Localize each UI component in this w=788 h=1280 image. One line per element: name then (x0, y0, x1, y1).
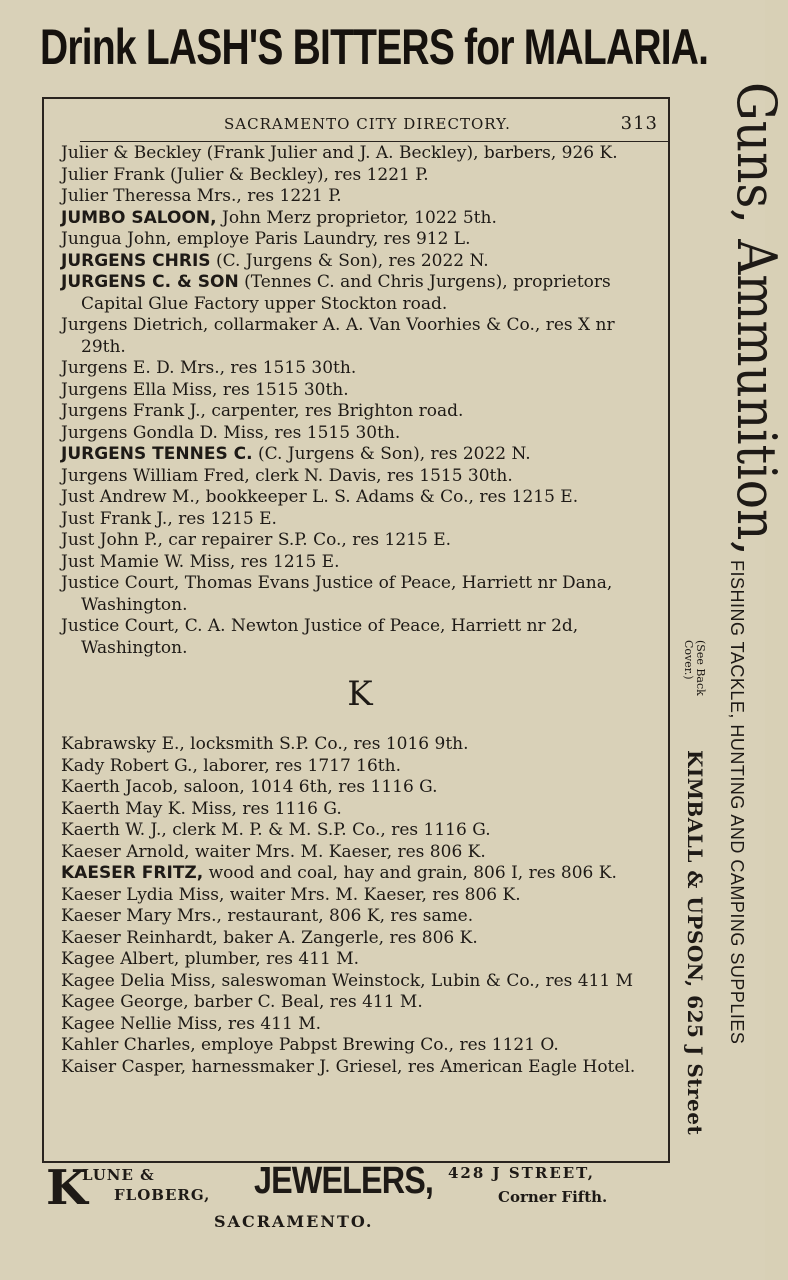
ad-jewelers: JEWELERS, (254, 1160, 434, 1202)
entry-text: Jurgens Ella Miss, res 1515 30th. (61, 379, 349, 400)
directory-entry (61, 949, 659, 971)
entry-text: Kaerth May K. Miss, res 1116 G. (61, 798, 342, 819)
entry-text: Just Mamie W. Miss, res 1215 E. (61, 551, 340, 572)
directory-entry (61, 401, 659, 423)
entry-text: Just Andrew M., bookkeeper L. S. Adams & Co., res 1215 E. (61, 487, 579, 507)
entries-k (61, 734, 659, 1078)
ad-name-line1: LUNE & (82, 1166, 155, 1184)
directory-entry (61, 552, 659, 574)
top-advertisement: Drink LASH'S BITTERS for MALARIA. (40, 19, 709, 75)
entry-text: Kagee Nellie Miss, res 411 M. (61, 1013, 322, 1034)
entry-text: Kabrawsky E., locksmith S.P. Co., res 1016 9th. (61, 734, 469, 754)
entry-text: Kady Robert G., laborer, res 1717 16th. (61, 755, 401, 776)
entry-text: Kaiser Casper, harnessmaker J. Griesel, res American Eagle Hotel. (61, 1056, 636, 1077)
directory-entry (61, 734, 659, 756)
running-title: SACRAMENTO CITY DIRECTORY. (224, 115, 511, 133)
directory-entry (61, 885, 659, 907)
entry-business-name: JUMBO SALOON, (61, 207, 217, 228)
directory-entry (61, 530, 659, 552)
entry-text: Kagee Delia Miss, saleswoman Weinstock, Lubin & Co., res 411 M (61, 970, 634, 991)
directory-entry (61, 423, 659, 445)
entry-text: Jurgens Gondla D. Miss, res 1515 30th. (61, 422, 401, 443)
entries-j (61, 143, 659, 659)
entry-text: Just John P., car repairer S.P. Co., res 1215 E. (61, 530, 452, 550)
directory-entries (61, 143, 659, 1078)
directory-entry (61, 186, 659, 208)
entry-text: John Merz proprietor, 1022 5th. (216, 207, 497, 228)
entry-text: Jungua John, employe Paris Laundry, res 912 L. (61, 229, 471, 249)
directory-entry (61, 165, 659, 187)
directory-frame (42, 97, 670, 1163)
entry-text: Jurgens William Fred, clerk N. Davis, res 1515 30th. (61, 465, 513, 486)
directory-entry (61, 616, 659, 659)
directory-entry (61, 863, 659, 885)
directory-entry (61, 509, 659, 531)
entry-text: Jurgens E. D. Mrs., res 1515 30th. (61, 358, 357, 378)
directory-entry (61, 1057, 659, 1079)
directory-entry (61, 380, 659, 402)
entry-text: Jurgens Frank J., carpenter, res Brighton road. (61, 401, 464, 421)
ad-initial: K (46, 1160, 88, 1216)
entry-text: Kaeser Lydia Miss, waiter Mrs. M. Kaeser, res 806 K. (61, 884, 521, 905)
entry-business-name: JURGENS TENNES C. (61, 444, 253, 464)
header-rule (80, 141, 668, 142)
entry-text: Kagee Albert, plumber, res 411 M. (61, 949, 360, 969)
directory-entry (61, 143, 659, 165)
ad-street: 428 J STREET, (448, 1164, 595, 1182)
entry-business-name: KAESER FRITZ, (61, 863, 204, 883)
directory-entry (61, 1035, 659, 1057)
entry-text: Justice Court, Thomas Evans Justice of Peace, Harriett nr Dana, Washington. (61, 573, 613, 615)
entry-text: wood and coal, hay and grain, 806 I, res 806 K. (203, 863, 617, 883)
side-advertisement (676, 82, 788, 1202)
entry-text: Kaeser Reinhardt, baker A. Zangerle, res 806 K. (61, 927, 478, 948)
entry-text: Kaeser Arnold, waiter Mrs. M. Kaeser, res 806 K. (61, 841, 486, 862)
directory-entry (61, 842, 659, 864)
directory-entry (61, 1014, 659, 1036)
directory-entry (61, 777, 659, 799)
side-fishing-tackle: FISHING TACKLE, HUNTING AND CAMPING SUPPLIES (727, 560, 747, 1045)
jewelers-advertisement (42, 1160, 666, 1240)
directory-entry (61, 906, 659, 928)
directory-entry (61, 358, 659, 380)
directory-entry (61, 466, 659, 488)
directory-entry (61, 208, 659, 230)
directory-entry (61, 444, 659, 466)
entry-business-name: JURGENS CHRIS (61, 250, 211, 271)
entry-business-name: JURGENS C. & SON (61, 272, 239, 292)
entry-text: Kaerth W. J., clerk M. P. & M. S.P. Co., res 1116 G. (61, 820, 491, 840)
entry-text: Kaeser Mary Mrs., restaurant, 806 K, res same. (61, 906, 474, 926)
entry-text: Just Frank J., res 1215 E. (61, 508, 277, 529)
directory-entry (61, 315, 659, 358)
page-number: 313 (620, 113, 658, 134)
directory-entry (61, 272, 659, 315)
entry-text: Justice Court, C. A. Newton Justice of Peace, Harriett nr 2d, Washington. (61, 616, 579, 658)
entry-text: Julier Theressa Mrs., res 1221 P. (61, 186, 342, 206)
entry-text: Kaerth Jacob, saloon, 1014 6th, res 1116 G. (61, 777, 438, 797)
side-see-back-cover: (See Back Cover.) (682, 640, 707, 696)
directory-entry (61, 971, 659, 993)
directory-entry (61, 756, 659, 778)
entry-text: Kahler Charles, employe Pabpst Brewing Co., res 1121 O. (61, 1035, 559, 1055)
section-letter: K (347, 674, 373, 714)
entry-text: (Tennes C. and Chris Jurgens), proprietors Capital Glue Factory upper Stockton road. (81, 272, 611, 314)
entry-text: Kagee George, barber C. Beal, res 411 M. (61, 992, 423, 1012)
directory-entry (61, 799, 659, 821)
ad-name-line2: FLOBERG, (114, 1186, 211, 1204)
directory-entry (61, 928, 659, 950)
directory-entry (61, 487, 659, 509)
side-guns-ammunition: Guns, Ammunition, (725, 82, 788, 556)
ad-city: SACRAMENTO. (214, 1212, 374, 1231)
directory-entry (61, 229, 659, 251)
entry-text: (C. Jurgens & Son), res 2022 N. (210, 250, 489, 271)
entry-text: Julier & Beckley (Frank Julier and J. A. Beckley), barbers, 926 K. (61, 143, 618, 163)
directory-entry (61, 992, 659, 1014)
side-kimball-upson: KIMBALL & UPSON, 625 J Street (683, 750, 707, 1136)
entry-text: Julier Frank (Julier & Beckley), res 1221 P. (61, 164, 429, 185)
directory-entry (61, 573, 659, 616)
ad-corner: Corner Fifth. (498, 1188, 608, 1206)
directory-entry (61, 251, 659, 273)
entry-text: (C. Jurgens & Son), res 2022 N. (252, 444, 531, 464)
directory-entry (61, 820, 659, 842)
entry-text: Jurgens Dietrich, collarmaker A. A. Van Voorhies & Co., res X nr 29th. (61, 315, 615, 357)
